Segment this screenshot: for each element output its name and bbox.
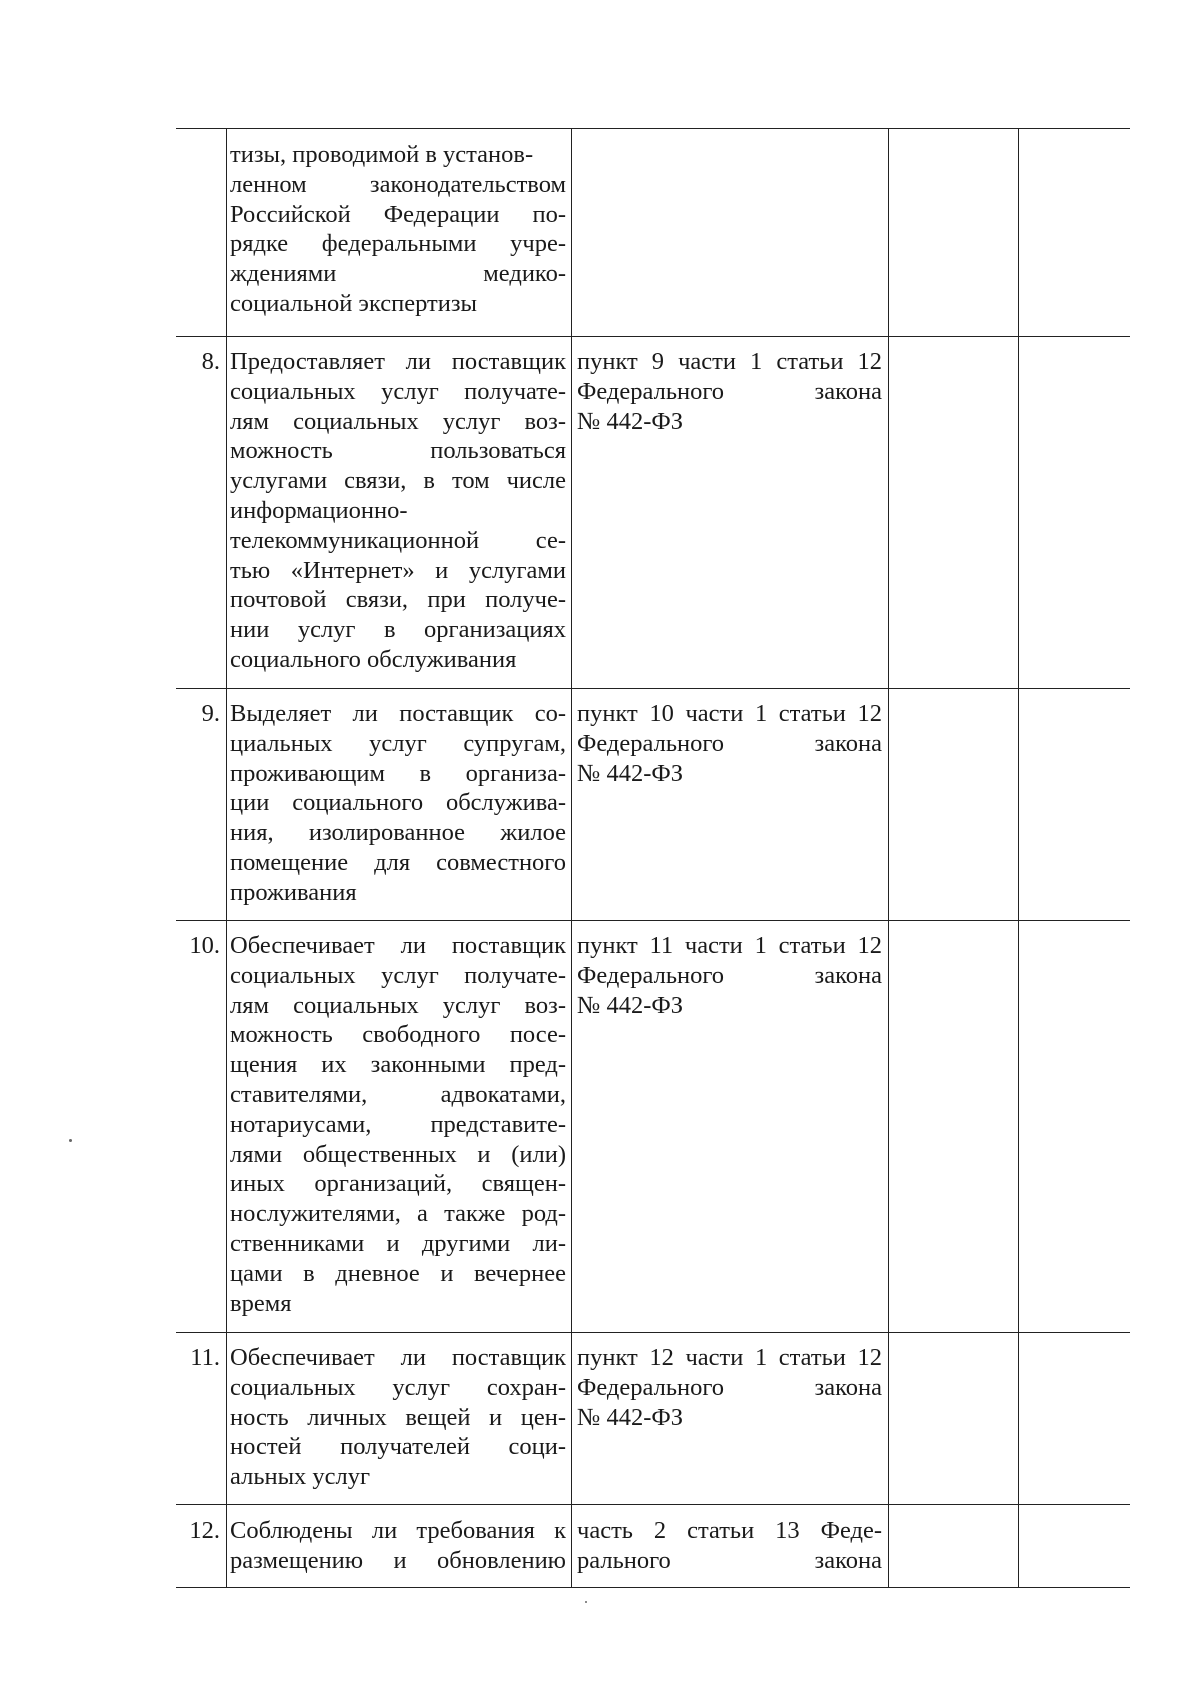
cell-text-line: № 442-ФЗ (577, 407, 684, 435)
table-row-border (176, 336, 1130, 337)
cell-text-line: Обеспечивает ли поставщик (230, 1344, 566, 1371)
cell-text-line: тизы, проводимой в установ- (230, 141, 534, 168)
cell-text-line: лями общественных и (или) (230, 1140, 566, 1168)
cell-text-line: № 442-ФЗ (577, 991, 684, 1019)
cell-text-line: пункт 12 части 1 статьи 12 (577, 1344, 882, 1371)
cell-text-line: Выделяет ли поставщик со- (230, 700, 566, 727)
cell-text-line: лям социальных услуг воз- (230, 407, 566, 435)
cell-text-line: пункт 9 части 1 статьи 12 (577, 348, 882, 375)
cell-text-line: № 442-ФЗ (577, 1403, 684, 1431)
cell-text-line: социальных услуг сохран- (230, 1373, 566, 1401)
cell-text-line: Соблюдены ли требования к (230, 1517, 566, 1544)
cell-text-line: пункт 10 части 1 статьи 12 (577, 700, 882, 727)
cell-text-line: № 442-ФЗ (577, 759, 684, 787)
cell-text-line: часть 2 статьи 13 Феде- (577, 1517, 882, 1544)
cell-text-line: нотариусами, представите- (230, 1110, 566, 1138)
cell-text-line: телекоммуникационной се- (230, 526, 566, 554)
legal-basis (577, 931, 882, 1020)
cell-text-line: Федерального закона (577, 1373, 882, 1401)
row-number: 9. (201, 700, 220, 727)
requirement-question (230, 140, 566, 319)
cell-text-line: почтовой связи, при получе- (230, 586, 566, 614)
row-number: 8. (201, 348, 220, 375)
table-row-border (176, 1504, 1130, 1505)
cell-text-line: лям социальных услуг воз- (230, 991, 566, 1019)
cell-text-line: альных услуг (230, 1463, 371, 1491)
legal-basis (577, 1343, 882, 1432)
cell-text-line: время (230, 1289, 292, 1317)
cell-text-line: рального закона (577, 1546, 882, 1574)
cell-text-line: можность пользоваться (230, 437, 566, 465)
cell-text-line: информационно- (230, 496, 408, 524)
cell-text-line: ния, изолированное жилое (230, 819, 566, 847)
cell-text-line: Российской Федерации по- (230, 200, 566, 228)
table-row-border (176, 1332, 1130, 1333)
cell-text-line: Федерального закона (577, 377, 882, 405)
cell-text-line: ставителями, адвокатами, (230, 1080, 566, 1108)
cell-text-line: помещение для совместного (230, 848, 566, 876)
cell-text-line: Обеспечивает ли поставщик (230, 932, 566, 959)
cell-text-line: ственниками и другими ли- (230, 1229, 566, 1257)
cell-text-line: Федерального закона (577, 961, 882, 989)
cell-text-line: пункт 11 части 1 статьи 12 (577, 932, 882, 959)
table-column-border (888, 128, 889, 1587)
requirement-question (230, 1516, 566, 1576)
cell-text-line: социальных услуг получате- (230, 377, 566, 405)
requirement-question (230, 347, 566, 675)
table-row-border (176, 1587, 1130, 1588)
cell-text-line: социальных услуг получате- (230, 961, 566, 989)
cell-text-line: услугами связи, в том числе (230, 467, 566, 495)
cell-text-line: ции социального обслужива- (230, 789, 566, 817)
cell-text-line: социального обслуживания (230, 645, 517, 673)
legal-basis (577, 347, 882, 436)
scan-speck (69, 1139, 72, 1142)
cell-text-line: размещению и обновлению (230, 1546, 566, 1574)
cell-text-line: можность свободного посе- (230, 1021, 566, 1049)
cell-text-line: цами в дневное и вечернее (230, 1259, 566, 1287)
cell-text-line: Предоставляет ли поставщик (230, 348, 566, 375)
requirement-question (230, 931, 566, 1318)
cell-text-line: тью «Интернет» и услугами (230, 556, 566, 584)
cell-text-line: проживания (230, 878, 357, 906)
legal-basis (577, 699, 882, 788)
cell-text-line: нослужителями, а также род- (230, 1200, 566, 1228)
cell-text-line: циальных услуг супругам, (230, 729, 566, 757)
table-column-border (571, 128, 572, 1587)
cell-text-line: ленном законодательством (230, 170, 566, 198)
legal-basis (577, 1516, 882, 1576)
table-row-border (176, 128, 1130, 129)
cell-text-line: ность личных вещей и цен- (230, 1403, 566, 1431)
row-number: 10. (189, 932, 220, 959)
table-row-border (176, 688, 1130, 689)
requirement-question (230, 699, 566, 908)
cell-text-line: рядке федеральными учре- (230, 230, 566, 258)
scan-speck (585, 1601, 587, 1603)
cell-text-line: щения их законными пред- (230, 1051, 566, 1079)
cell-text-line: нии услуг в организациях (230, 616, 566, 644)
cell-text-line: иных организаций, священ- (230, 1170, 566, 1198)
cell-text-line: ностей получателей соци- (230, 1433, 566, 1461)
requirement-question (230, 1343, 566, 1492)
cell-text-line: проживающим в организа- (230, 759, 566, 787)
row-number: 11. (190, 1344, 220, 1371)
table-column-border (1018, 128, 1019, 1587)
table-column-border (226, 128, 227, 1587)
cell-text-line: социальной экспертизы (230, 289, 477, 317)
table-row-border (176, 920, 1130, 921)
cell-text-line: Федерального закона (577, 729, 882, 757)
row-number: 12. (189, 1517, 220, 1544)
cell-text-line: ждениями медико- (230, 260, 566, 288)
